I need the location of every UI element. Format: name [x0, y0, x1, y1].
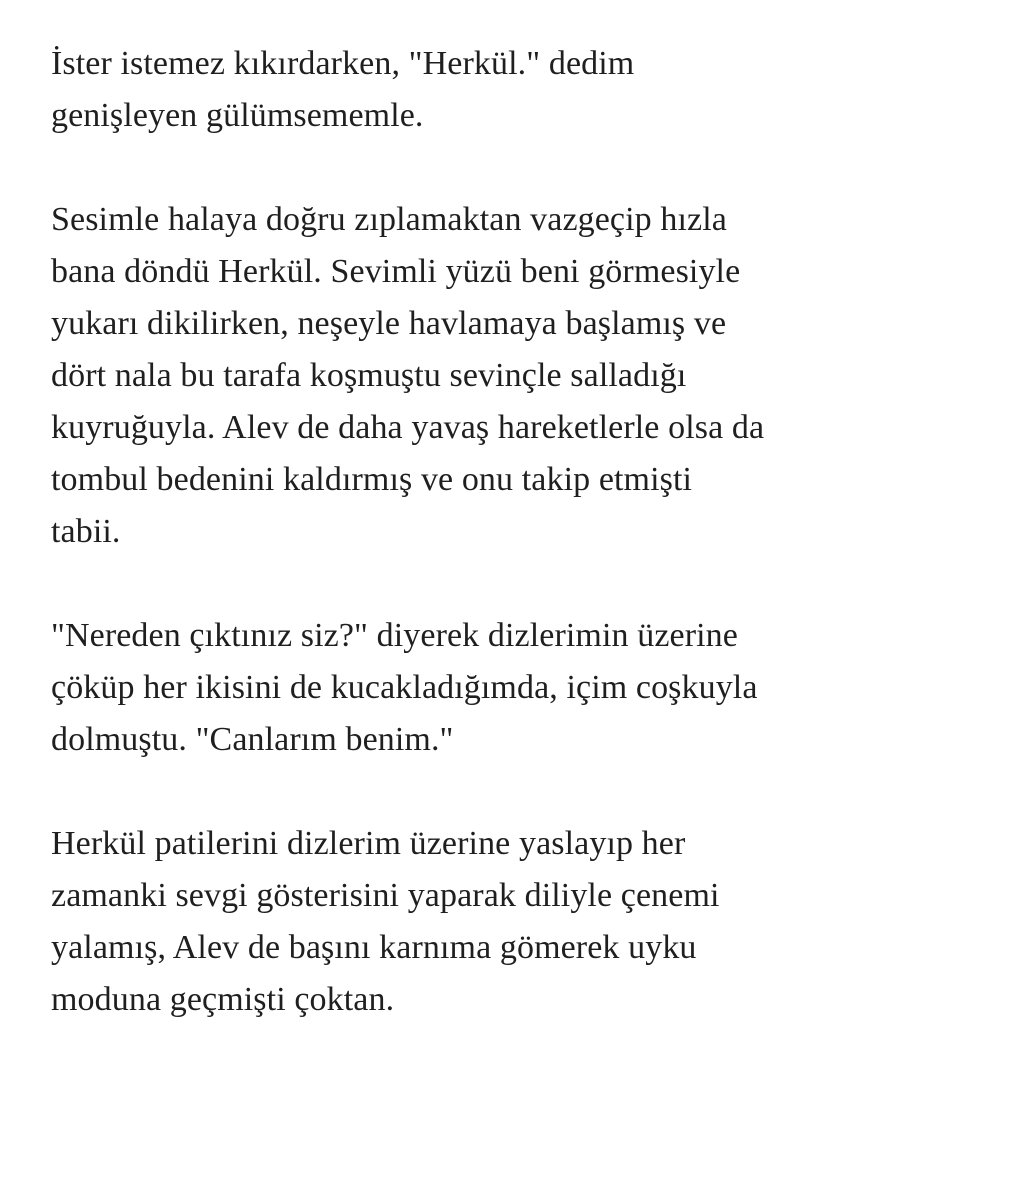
- paragraph-1: [51, 38, 1001, 142]
- text-line: çöküp her ikisini de kucakladığımda, içim coşkuyla: [51, 669, 758, 706]
- paragraph-4: [51, 818, 1001, 1026]
- text-line: Herkül patilerini dizlerim üzerine yaslayıp her: [51, 825, 686, 862]
- text-line: Sesimle halaya doğru zıplamaktan vazgeçip hızla: [51, 201, 727, 238]
- text-line: bana döndü Herkül. Sevimli yüzü beni görmesiyle: [51, 253, 741, 290]
- text-line: tombul bedenini kaldırmış ve onu takip etmişti: [51, 461, 693, 498]
- text-line: İster istemez kıkırdarken, "Herkül." dedim: [51, 45, 635, 82]
- text-line: "Nereden çıktınız siz?" diyerek dizlerimin üzerine: [51, 617, 738, 654]
- text-line: tabii.: [51, 513, 121, 550]
- text-line: yalamış, Alev de başını karnıma gömerek uyku: [51, 929, 697, 966]
- paragraph-2: [51, 194, 1001, 558]
- text-line: moduna geçmişti çoktan.: [51, 981, 395, 1018]
- text-line: yukarı dikilirken, neşeyle havlamaya başlamış ve: [51, 305, 727, 342]
- text-line: genişleyen gülümsememle.: [51, 97, 424, 134]
- paragraph-3: [51, 610, 1001, 766]
- text-line: kuyruğuyla. Alev de daha yavaş hareketlerle olsa da: [51, 409, 765, 446]
- story-text: [51, 38, 1001, 1026]
- text-line: dolmuştu. "Canlarım benim.": [51, 721, 454, 758]
- text-line: dört nala bu tarafa koşmuştu sevinçle salladığı: [51, 357, 687, 394]
- text-line: zamanki sevgi gösterisini yaparak diliyle çenemi: [51, 877, 720, 914]
